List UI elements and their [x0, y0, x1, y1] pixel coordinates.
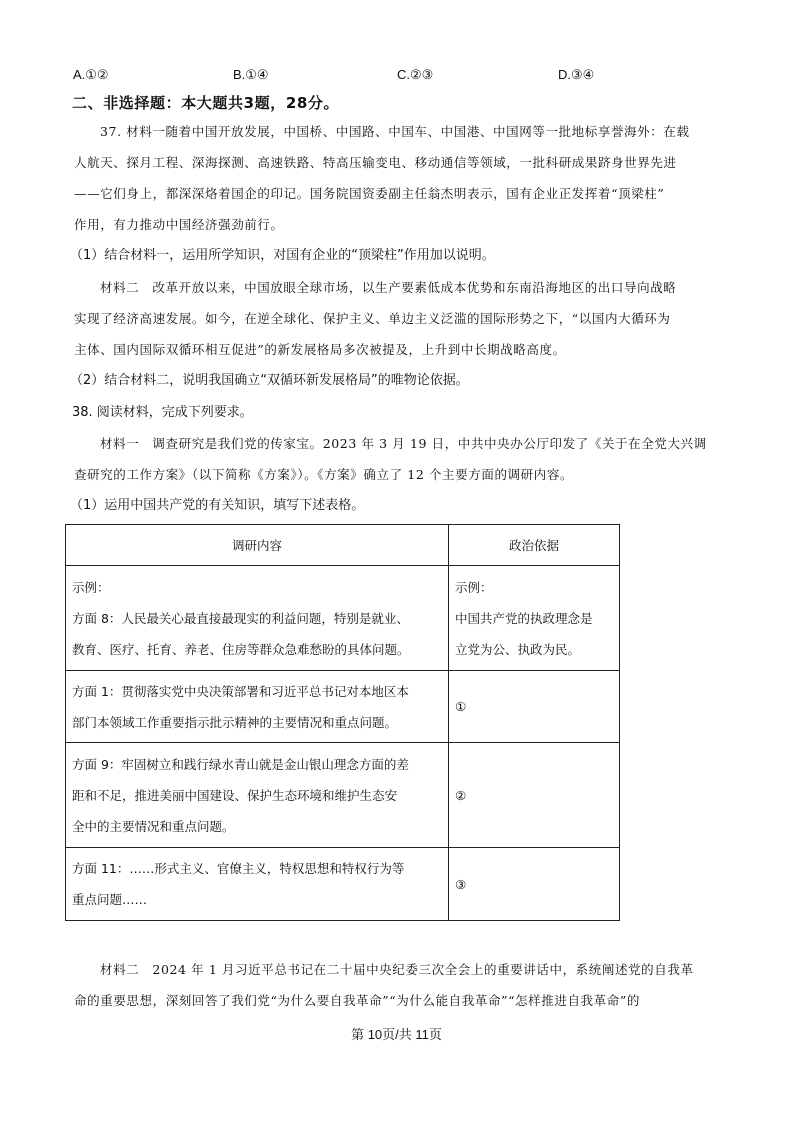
cell-line: 方面 1：贯彻落实党中央决策部署和习近平总书记对本地区本 [72, 683, 409, 699]
row-content [66, 566, 449, 671]
q37-material2-line: 实现了经济高速发展。如今，在逆全球化、保护主义、单边主义泛滥的国际形势之下，“以国内大循环为 [74, 311, 671, 326]
cell-line: 距和不足，推进美丽中国建设、保护生态环境和维护生态安 [72, 787, 398, 803]
row-content [66, 743, 449, 848]
cell-line: 方面 8：人民最关心最直接最现实的利益问题，特别是就业、 [72, 610, 409, 626]
cell-line: 全中的主要情况和重点问题。 [72, 818, 235, 834]
table-row [66, 743, 620, 848]
cell-line: 重点问题…… [72, 892, 148, 907]
section-title: 二、非选择题：本大题共3题，28分。 [72, 94, 340, 112]
q38-sub1: （1）运用中国共产党的有关知识，填写下述表格。 [70, 498, 365, 513]
cell-line: 立党为公、执政为民。 [455, 641, 581, 657]
q37-material1-line: 作用，有力推动中国经济强劲前行。 [74, 217, 284, 232]
cell-line: 示例： [72, 579, 110, 595]
table-row [66, 566, 620, 671]
option-c: C.②③ [397, 67, 434, 82]
row-basis [449, 566, 620, 671]
q38-material1-line: 材料一 调查研究是我们党的传家宝。2023 年 3 月 19 日，中共中央办公厅印发了《关于在全党大兴调 [100, 436, 707, 451]
q37-material2-line: 主体、国内国际双循环相互促进”的新发展格局多次被提及，上升到中长期战略高度。 [74, 342, 566, 357]
q37-material1-line: 37. 材料一随着中国开放发展，中国桥、中国路、中国车、中国港、中国网等一批地标享誉海外：在载 [100, 124, 690, 139]
q37-material2-line: 材料二 改革开放以来，中国放眼全球市场，以生产要素低成本优势和东南沿海地区的出口导向战略 [100, 280, 677, 295]
cell-line: 方面 9：牢固树立和践行绿水青山就是金山银山理念方面的差 [72, 756, 409, 772]
q37-material1-line: ——它们身上，都深深烙着国企的印记。国务院国资委副主任翁杰明表示，国有企业正发挥着“顶梁柱” [74, 186, 665, 201]
cell-line: 教育、医疗、托育、养老、住房等群众急难愁盼的具体问题。 [72, 641, 410, 657]
option-d: D.③④ [558, 67, 595, 82]
row-content [66, 671, 449, 743]
option-b: B.①④ [233, 67, 269, 82]
q38-title: 38. 阅读材料，完成下列要求。 [72, 405, 253, 420]
option-a: A.①② [73, 67, 109, 82]
cell-line: 示例： [455, 579, 493, 595]
q37-sub2: （2）结合材料二，说明我国确立“双循环新发展格局”的唯物论依据。 [70, 373, 469, 388]
table-row [66, 671, 620, 743]
cell-line: 方面 11：……形式主义、官僚主义，特权思想和特权行为等 [72, 861, 405, 876]
q38-material2-line: 命的重要思想，深刻回答了我们党“为什么要自我革命”“为什么能自我革命”“怎样推进自我革命”的 [74, 993, 640, 1008]
row-basis-blank-1[interactable]: ① [449, 671, 620, 743]
row-content [66, 848, 449, 921]
q38-material1-line: 查研究的工作方案》（以下简称《方案》）。《方案》确立了 12 个主要方面的调研内容。 [74, 467, 574, 482]
row-basis-blank-3[interactable]: ③ [449, 848, 620, 921]
q37-material1-line: 人航天、探月工程、深海探测、高速铁路、特高压输变电、移动通信等领域，一批科研成果跻身世界先进 [74, 155, 677, 170]
header-content: 调研内容 [66, 525, 449, 566]
header-basis: 政治依据 [449, 525, 620, 566]
table-row [66, 848, 620, 921]
research-table [65, 524, 620, 921]
q37-sub1: （1）结合材料一，运用所学知识，对国有企业的“顶梁柱”作用加以说明。 [70, 248, 495, 263]
cell-line: 部门本领域工作重要指示批示精神的主要情况和重点问题。 [72, 714, 398, 730]
q38-material2-line: 材料二 2024 年 1 月习近平总书记在二十届中央纪委三次全会上的重要讲话中，系统阐述党的自我革 [100, 962, 694, 977]
page-footer: 第 10页/共 11页 [351, 1027, 442, 1042]
cell-line: 中国共产党的执政理念是 [455, 610, 593, 626]
row-basis-blank-2[interactable]: ② [449, 743, 620, 848]
table-header-row [66, 525, 620, 566]
